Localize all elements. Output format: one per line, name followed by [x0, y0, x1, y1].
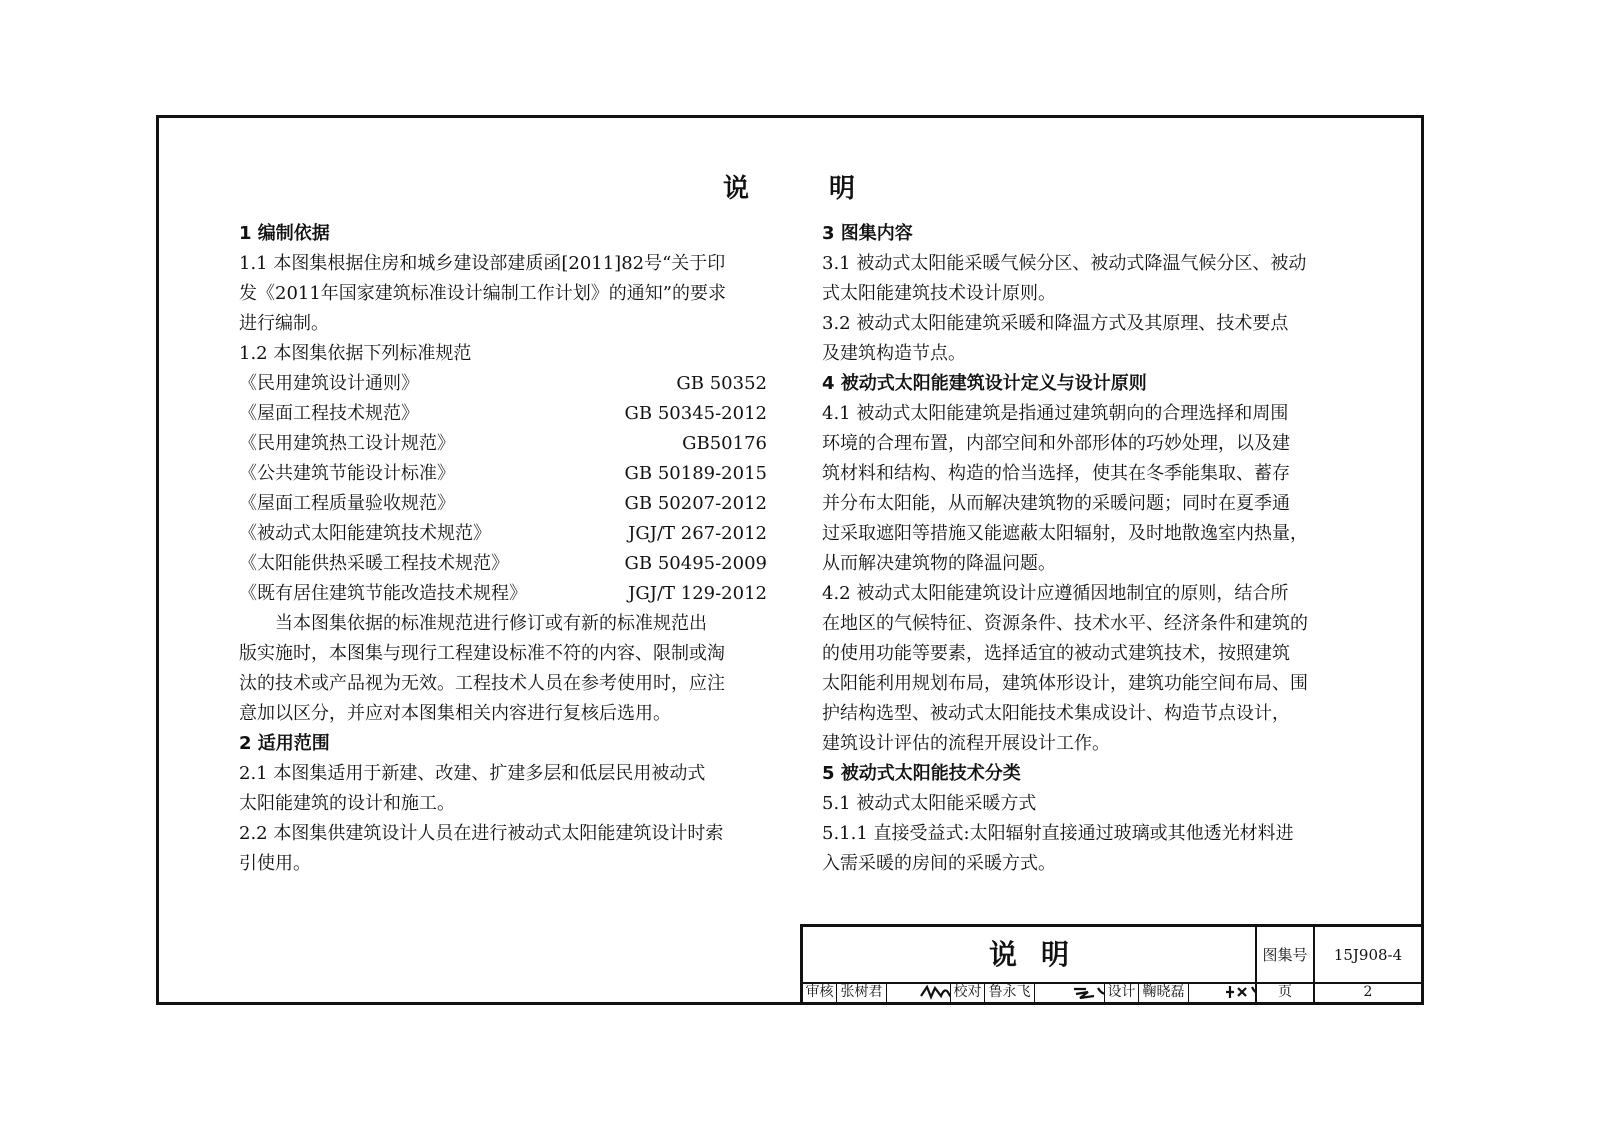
- reference-row: [239, 399, 767, 429]
- text-line: 从而解决建筑物的降温问题。: [822, 553, 1056, 574]
- checker-name: 鲁永飞: [985, 982, 1035, 1002]
- text-line: 汰的技术或产品视为无效。工程技术人员在参考使用时，应注: [239, 673, 725, 694]
- reference-name: 《既有居住建筑节能改造技术规程》: [239, 583, 527, 604]
- reference-code: GB 50207-2012: [624, 493, 767, 514]
- designer-name: 鞠晓磊: [1139, 982, 1189, 1002]
- text-line: 版实施时，本图集与现行工程建设标准不符的内容、限制或淘: [239, 643, 725, 664]
- reference-name: 《民用建筑设计通则》: [239, 373, 419, 394]
- text-line: 当本图集依据的标准规范进行修订或有新的标准规范出: [275, 613, 707, 634]
- reference-row: [239, 519, 767, 549]
- reference-row: [239, 489, 767, 519]
- section-3-heading: 3 图集内容: [822, 223, 913, 244]
- title-block-row-2: [803, 982, 1421, 1002]
- text-line: 的使用功能等要素，选择适宜的被动式建筑技术，按照建筑: [822, 643, 1290, 664]
- checker-signature-icon: [1070, 984, 1106, 1000]
- title-block: [800, 924, 1421, 1002]
- text-line: 在地区的气候特征、资源条件、技术水平、经济条件和建筑的: [822, 613, 1308, 634]
- text-line: 及建筑构造节点。: [822, 343, 966, 364]
- text-line: 入需采暖的房间的采暖方式。: [822, 853, 1056, 874]
- page-number: 2: [1363, 984, 1373, 1000]
- text-line: 太阳能建筑的设计和施工。: [239, 793, 455, 814]
- text-line: 发《2011年国家建筑标准设计编制工作计划》的通知”的要求: [239, 283, 727, 304]
- reference-code: GB 50352: [676, 373, 767, 394]
- reference-name: 《屋面工程质量验收规范》: [239, 493, 455, 514]
- reviewer-signature: [887, 982, 951, 1002]
- reviewer-name: 张树君: [837, 982, 887, 1002]
- check-label: 校对: [951, 982, 985, 1002]
- section-1-heading: 1 编制依据: [239, 223, 330, 244]
- reference-code: GB 50495-2009: [624, 553, 767, 574]
- text-line: 4.1 被动式太阳能建筑是指通过建筑朝向的合理选择和周围: [822, 403, 1289, 424]
- text-line: 建筑设计评估的流程开展设计工作。: [822, 733, 1110, 754]
- reference-row: [239, 459, 767, 489]
- atlas-no-label: 图集号: [1257, 927, 1315, 982]
- reference-name: 《公共建筑节能设计标准》: [239, 463, 455, 484]
- designer-signature-icon: [1222, 984, 1257, 1000]
- reference-name: 《屋面工程技术规范》: [239, 403, 419, 424]
- checker-signature: [1035, 982, 1105, 1002]
- reference-row: [239, 579, 767, 609]
- atlas-no-value: 15J908-4: [1333, 945, 1403, 964]
- section-1-2-heading: 1.2 本图集依据下列标准规范: [239, 343, 472, 364]
- left-column: [239, 219, 767, 879]
- text-line: 进行编制。: [239, 313, 329, 334]
- text-line: 并分布太阳能，从而解决建筑物的采暖问题；同时在夏季通: [822, 493, 1290, 514]
- text-line: 式太阳能建筑技术设计原则。: [822, 283, 1056, 304]
- text-line: 1.1 本图集根据住房和城乡建设部建质函[2011]82号“关于印: [239, 253, 726, 274]
- text-line: 过采取遮阳等措施又能遮蔽太阳辐射，及时地散逸室内热量，: [822, 523, 1308, 544]
- page-label: 页: [1257, 982, 1315, 1002]
- reviewer-signature-icon: [919, 984, 952, 1000]
- reference-name: 《被动式太阳能建筑技术规范》: [239, 523, 491, 544]
- designer-signature: [1189, 982, 1257, 1002]
- reference-row: [239, 429, 767, 459]
- reference-row: [239, 549, 767, 579]
- drawing-frame: [156, 115, 1424, 1005]
- text-line: 3.1 被动式太阳能采暖气候分区、被动式降温气候分区、被动: [822, 253, 1307, 274]
- page-title: 说 明: [722, 174, 858, 204]
- review-label: 审核: [803, 982, 837, 1002]
- text-line: 护结构选型、被动式太阳能技术集成设计、构造节点设计，: [822, 703, 1290, 724]
- text-line: 4.2 被动式太阳能建筑设计应遵循因地制宜的原则，结合所: [822, 583, 1289, 604]
- reference-code: JGJ/T 267-2012: [628, 523, 767, 544]
- text-line: 3.2 被动式太阳能建筑采暖和降温方式及其原理、技术要点: [822, 313, 1289, 334]
- section-2-heading: 2 适用范围: [239, 733, 330, 754]
- reference-code: GB 50189-2015: [624, 463, 767, 484]
- reference-code: GB 50345-2012: [624, 403, 767, 424]
- reference-name: 《民用建筑热工设计规范》: [239, 433, 455, 454]
- text-line: 2.1 本图集适用于新建、改建、扩建多层和低层民用被动式: [239, 763, 706, 784]
- text-line: 2.2 本图集供建筑设计人员在进行被动式太阳能建筑设计时索: [239, 823, 724, 844]
- right-column: [822, 219, 1350, 879]
- reference-code: GB50176: [682, 433, 767, 454]
- text-line: 筑材料和结构、构造的恰当选择，使其在冬季能集取、蓄存: [822, 463, 1290, 484]
- design-label: 设计: [1105, 982, 1139, 1002]
- reference-code: JGJ/T 129-2012: [628, 583, 767, 604]
- text-line: 环境的合理布置，内部空间和外部形体的巧妙处理，以及建: [822, 433, 1290, 454]
- text-line: 5.1.1 直接受益式:太阳辐射直接通过玻璃或其他透光材料进: [822, 823, 1294, 844]
- title-block-row-1: [803, 927, 1421, 984]
- text-line: 意加以区分，并应对本图集相关内容进行复核后选用。: [239, 703, 671, 724]
- reference-row: [239, 369, 767, 399]
- text-line: 太阳能利用规划布局，建筑体形设计，建筑功能空间布局、围: [822, 673, 1308, 694]
- text-line: 引使用。: [239, 853, 311, 874]
- section-4-heading: 4 被动式太阳能建筑设计定义与设计原则: [822, 373, 1147, 394]
- title-block-title: 说 明: [803, 927, 1257, 982]
- reference-name: 《太阳能供热采暖工程技术规范》: [239, 553, 509, 574]
- text-line: 5.1 被动式太阳能采暖方式: [822, 793, 1037, 814]
- section-5-heading: 5 被动式太阳能技术分类: [822, 763, 1021, 784]
